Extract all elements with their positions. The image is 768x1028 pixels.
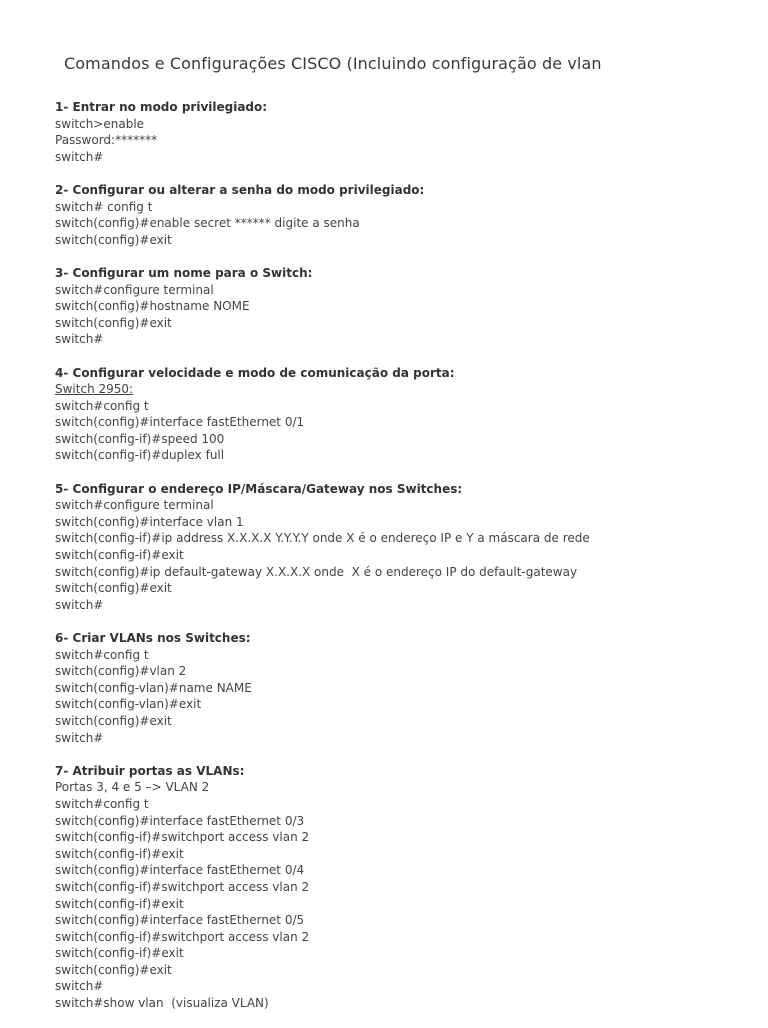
command-line: switch(config-if)#switchport access vlan 2 [55, 830, 310, 845]
command-line: switch(config)#interface fastEthernet 0/3 [55, 813, 305, 828]
command-line: switch(config)#interface fastEthernet 0/5 [55, 913, 305, 928]
command-line: switch(config)#hostname NOME [55, 299, 250, 314]
command-line: switch(config)#interface fastEthernet 0/4 [55, 863, 305, 878]
document-section [55, 99, 755, 165]
command-line: switch(config)#exit [55, 581, 172, 596]
document-section [55, 481, 755, 614]
command-line: switch# config t [55, 199, 153, 214]
command-line: switch(config)#vlan 2 [55, 664, 187, 679]
section-heading: 6- Criar VLANs nos Switches: [55, 631, 251, 645]
command-line: switch# [55, 730, 104, 745]
command-line: switch(config-vlan)#name NAME [55, 680, 252, 695]
command-line: switch# [55, 332, 104, 347]
command-line: switch(config)#enable secret ****** digite a senha [55, 216, 360, 231]
command-line: switch#config t [55, 796, 149, 811]
command-line: switch(config-if)#exit [55, 548, 184, 563]
section-heading: 4- Configurar velocidade e modo de comunicação da porta: [55, 365, 455, 380]
section-heading: 2- Configurar ou alterar a senha do modo privilegiado: [55, 182, 425, 197]
document-section [55, 763, 755, 1012]
section-heading: 5- Configurar o endereço IP/Máscara/Gateway nos Switches: [55, 481, 463, 496]
command-line: switch(config-if)#exit [55, 896, 184, 911]
command-line: switch#configure terminal [55, 282, 214, 297]
document-section [55, 365, 755, 465]
section-heading: 3- Configurar um nome para o Switch: [55, 265, 313, 280]
command-line: switch(config)#exit [55, 713, 172, 728]
document-section [55, 265, 755, 348]
command-line: switch>enable [55, 116, 145, 131]
command-line: switch#show vlan (visualiza VLAN) [55, 996, 269, 1011]
command-line: switch(config-if)#exit [55, 946, 184, 961]
document-section [55, 182, 755, 248]
command-line: Password:******* [55, 133, 158, 148]
command-line: switch(config)#exit [55, 315, 172, 330]
command-line: Portas 3, 4 e 5 –> VLAN 2 [55, 780, 210, 795]
document-title: Comandos e Configurações CISCO (Incluindo configuração de vlan [64, 54, 602, 73]
section-subheading: Switch 2950: [55, 382, 134, 397]
command-line: switch(config-if)#duplex full [55, 448, 225, 463]
command-line: switch(config-if)#ip address X.X.X.X Y.Y.Y.Y onde X é o endereço IP e Y a máscara de rede [55, 531, 590, 546]
document-section [55, 630, 755, 746]
command-line: switch(config)#interface vlan 1 [55, 514, 244, 529]
command-line: switch(config-vlan)#exit [55, 697, 202, 712]
command-line: switch(config)#interface fastEthernet 0/1 [55, 415, 305, 430]
command-line: switch(config-if)#speed 100 [55, 431, 225, 446]
section-heading: 7- Atribuir portas as VLANs: [55, 763, 245, 778]
command-line: switch# [55, 979, 104, 994]
command-line: switch(config)#exit [55, 962, 172, 977]
command-line: switch#config t [55, 647, 149, 662]
command-line: switch# [55, 149, 104, 164]
command-line: switch(config-if)#switchport access vlan 2 [55, 879, 310, 894]
command-line: switch#config t [55, 398, 149, 413]
section-heading: 1- Entrar no modo privilegiado: [55, 100, 268, 114]
command-line: switch(config-if)#exit [55, 846, 184, 861]
command-line: switch(config-if)#switchport access vlan 2 [55, 929, 310, 944]
command-line: switch(config)#exit [55, 232, 172, 247]
command-line: switch#configure terminal [55, 498, 214, 513]
command-line: switch# [55, 597, 104, 612]
document-body [55, 99, 755, 1028]
command-line: switch(config)#ip default-gateway X.X.X.X onde X é o endereço IP do default-gateway [55, 564, 578, 579]
